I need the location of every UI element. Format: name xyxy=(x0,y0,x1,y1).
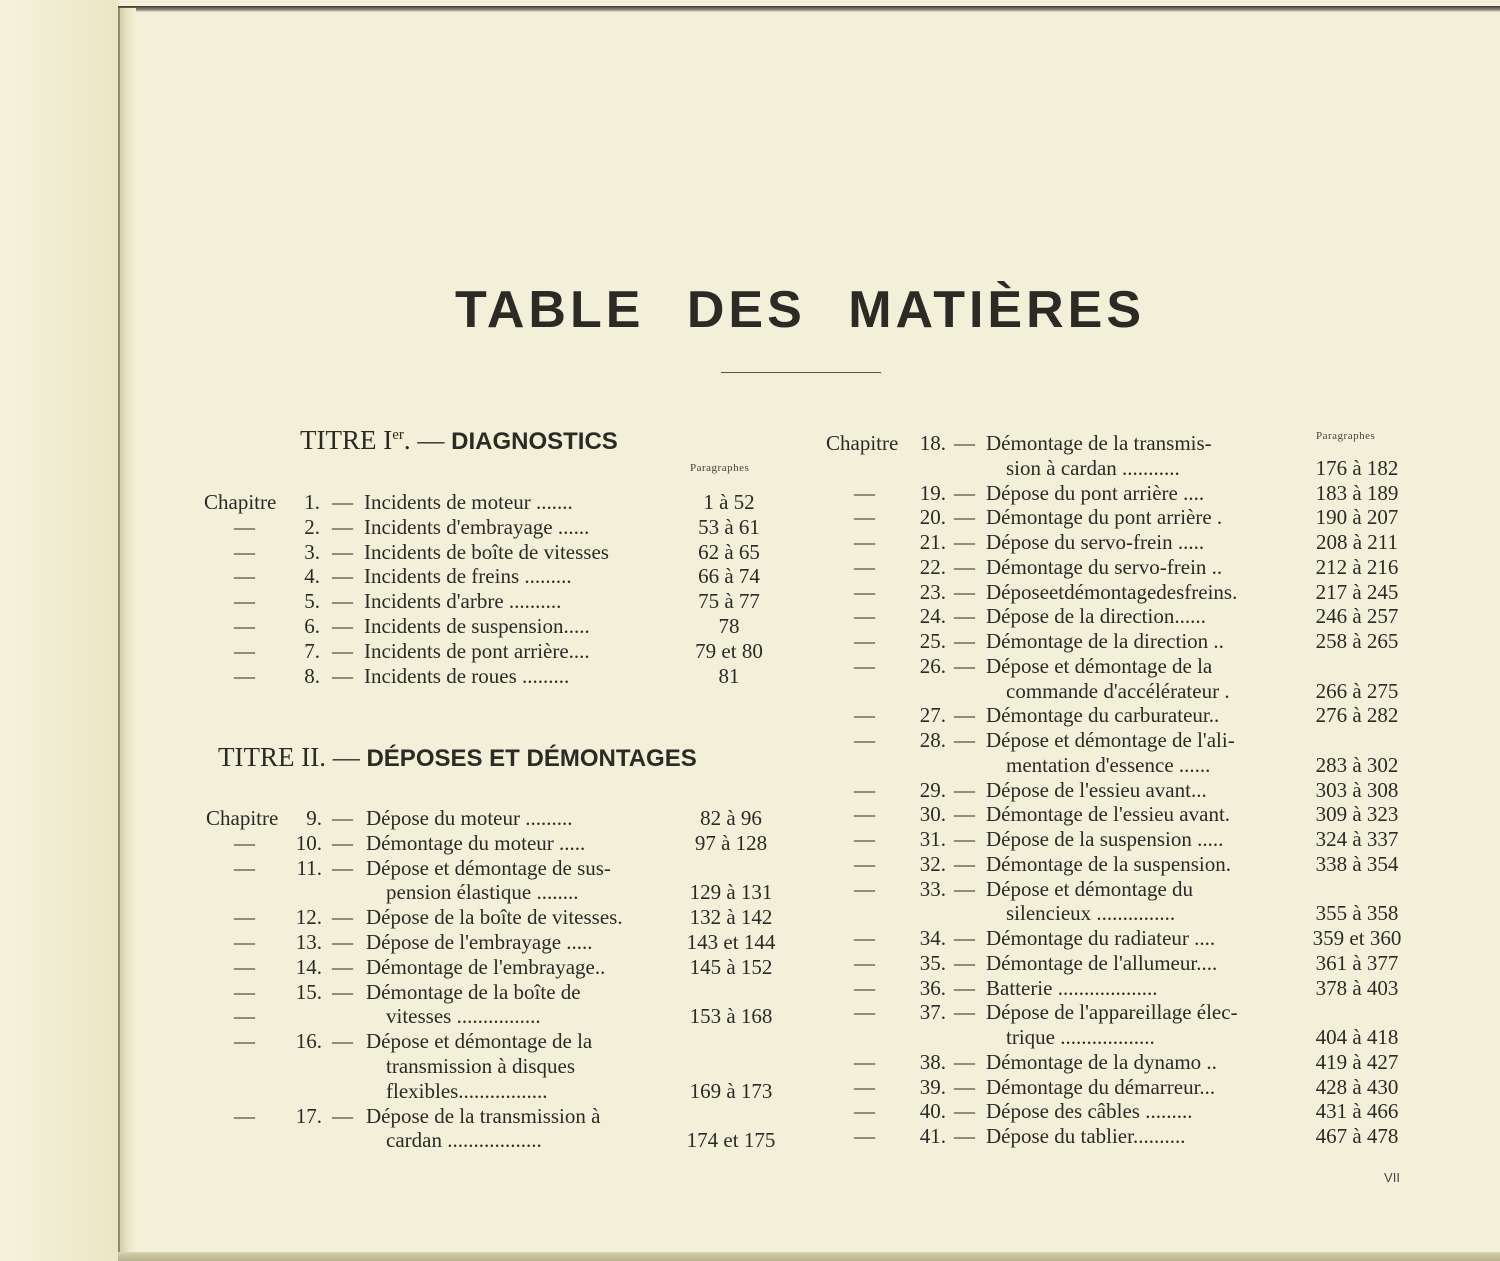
toc-entry xyxy=(204,564,794,589)
entry-title: Dépose de la transmission à xyxy=(366,1103,601,1128)
entry-paragraphs: 246 à 257 xyxy=(1315,604,1399,629)
toc-entry xyxy=(826,827,1446,852)
chapter-prefix: — xyxy=(854,950,875,975)
chapter-prefix: — xyxy=(234,830,255,855)
chapter-prefix: — xyxy=(234,614,255,638)
chapter-prefix: — xyxy=(854,851,875,876)
entry-title: Dépose et démontage du xyxy=(986,876,1194,901)
entry-dash: — xyxy=(332,954,353,979)
chapter-prefix: — xyxy=(234,1103,255,1128)
chapter-prefix: — xyxy=(854,1000,875,1025)
chapter-prefix: — xyxy=(854,876,875,901)
chapter-number: 34. xyxy=(919,926,946,950)
toc-entry xyxy=(204,614,794,639)
entry-dash: — xyxy=(954,926,975,950)
chapter-number: 25. xyxy=(919,629,946,653)
chapter-number: 5. xyxy=(304,589,320,614)
chapter-prefix: — xyxy=(854,1049,875,1074)
paragraphes-label-left: Paragraphes xyxy=(690,462,750,474)
entry-paragraphs: 359 et 360 xyxy=(1312,926,1402,950)
toc-entry xyxy=(826,926,1446,951)
entry-dash: — xyxy=(954,728,975,752)
entry-paragraphs: 66 à 74 xyxy=(698,564,760,589)
entry-title: Dépose et démontage de la xyxy=(986,653,1213,678)
entry-paragraphs: 62 à 65 xyxy=(698,539,760,564)
chapter-prefix: — xyxy=(234,855,255,880)
book-spine xyxy=(118,8,136,1256)
toc-entry xyxy=(206,1054,796,1079)
facing-page-edge xyxy=(0,0,118,1261)
toc-entry xyxy=(826,852,1446,877)
entry-title: Incidents de moteur ....... xyxy=(364,490,573,514)
chapter-number: 24. xyxy=(919,604,946,629)
entry-dash: — xyxy=(954,777,975,802)
entry-title: Batterie ................... xyxy=(986,975,1158,1000)
toc-entry xyxy=(826,1099,1446,1124)
toc-entry xyxy=(826,976,1446,1001)
chapter-prefix: — xyxy=(854,653,875,678)
entry-title: Incidents de freins ......... xyxy=(364,564,572,589)
entry-title: Démontage de l'essieu avant. xyxy=(986,802,1231,827)
toc-entry xyxy=(206,856,796,881)
toc-entry xyxy=(826,1025,1446,1050)
title-rule xyxy=(721,372,881,373)
entry-dash: — xyxy=(332,589,353,614)
chapter-prefix: — xyxy=(854,629,875,653)
entry-paragraphs: 169 à 173 xyxy=(689,1078,773,1103)
chapter-number: 29. xyxy=(919,777,946,802)
chapter-prefix: — xyxy=(854,1074,875,1099)
chapter-number: 4. xyxy=(304,564,320,589)
entry-paragraphs: 75 à 77 xyxy=(698,589,760,614)
page-title: TABLE DES MATIÈRES xyxy=(454,281,1146,339)
entry-dash: — xyxy=(332,490,353,514)
entry-paragraphs: 428 à 430 xyxy=(1315,1074,1399,1099)
toc-entry xyxy=(206,905,796,930)
entry-title: Démontage de l'embrayage.. xyxy=(366,954,606,979)
section-heading-titre-2 xyxy=(218,742,697,773)
chapter-number: 14. xyxy=(295,954,322,979)
section-heading-strong: DÉPOSES ET DÉMONTAGES xyxy=(366,745,697,772)
toc-entry xyxy=(826,604,1446,629)
entry-paragraphs: 338 à 354 xyxy=(1315,851,1399,876)
entry-dash: — xyxy=(332,1103,353,1128)
toc-entry xyxy=(206,1004,796,1029)
chapter-number: 15. xyxy=(295,979,322,1004)
entry-title: Dépose de la direction...... xyxy=(986,604,1206,629)
entry-title: Dépose de la suspension ..... xyxy=(986,827,1224,851)
entry-dash: — xyxy=(332,539,353,564)
toc-entry xyxy=(204,664,794,689)
toc-entry xyxy=(826,555,1446,580)
entry-dash: — xyxy=(954,975,975,1000)
entry-paragraphs: 190 à 207 xyxy=(1315,505,1399,530)
entry-title: Incidents d'arbre .......... xyxy=(364,589,562,614)
toc-entry xyxy=(204,515,794,540)
entry-dash: — xyxy=(954,1074,975,1099)
toc-entry xyxy=(206,1079,796,1104)
entry-dash: — xyxy=(954,802,975,827)
chapter-number: 33. xyxy=(919,876,946,901)
chapter-prefix: — xyxy=(234,979,255,1004)
entry-title: Démontage de la direction .. xyxy=(986,629,1224,653)
entry-dash: — xyxy=(954,1124,975,1148)
toc-entry xyxy=(206,880,796,905)
chapter-prefix: — xyxy=(854,975,875,1000)
entry-paragraphs: 276 à 282 xyxy=(1315,703,1399,728)
entry-paragraphs: 208 à 211 xyxy=(1315,530,1399,554)
entry-paragraphs: 153 à 168 xyxy=(689,1004,773,1029)
entry-paragraphs: 378 à 403 xyxy=(1315,975,1399,1000)
chapter-number: 38. xyxy=(919,1049,946,1074)
chapter-number: 21. xyxy=(919,530,946,554)
entry-title: Dépose de l'essieu avant... xyxy=(986,777,1207,802)
entry-paragraphs: 467 à 478 xyxy=(1315,1124,1399,1148)
entry-paragraphs: 361 à 377 xyxy=(1315,950,1399,975)
toc-entry xyxy=(826,1075,1446,1100)
toc-entry xyxy=(206,955,796,980)
entry-title: flexibles................. xyxy=(386,1078,548,1103)
toc-entry xyxy=(826,778,1446,803)
entry-paragraphs: 53 à 61 xyxy=(698,514,760,539)
entry-dash: — xyxy=(954,1049,975,1074)
section-heading-lead: TITRE II. — xyxy=(218,742,367,772)
chapter-number: 20. xyxy=(919,505,946,530)
chapter-number: 22. xyxy=(919,554,946,579)
toc-entry xyxy=(206,1029,796,1054)
entry-title: Incidents de pont arrière.... xyxy=(364,638,590,663)
entry-title: Dépose du servo-frein ..... xyxy=(986,530,1205,554)
toc-entry xyxy=(826,481,1446,506)
chapter-prefix: — xyxy=(854,802,875,827)
entry-paragraphs: 303 à 308 xyxy=(1315,777,1399,802)
toc-entry xyxy=(204,639,794,664)
toc-entry xyxy=(206,930,796,955)
entry-title: mentation d'essence ...... xyxy=(1006,752,1211,777)
entry-paragraphs: 1 à 52 xyxy=(703,490,755,514)
chapter-number: 39. xyxy=(919,1074,946,1099)
chapter-prefix: — xyxy=(854,579,875,604)
paragraphes-label-right: Paragraphes xyxy=(1316,430,1376,442)
toc-entry xyxy=(826,505,1446,530)
toc-entry xyxy=(826,802,1446,827)
chapter-number: 40. xyxy=(919,1099,946,1124)
entry-dash: — xyxy=(954,505,975,530)
entry-dash: — xyxy=(954,480,975,505)
entry-paragraphs: 324 à 337 xyxy=(1315,827,1399,851)
chapter-prefix: — xyxy=(234,954,255,979)
chapter-number: 28. xyxy=(919,728,946,752)
toc-entry xyxy=(206,1104,796,1129)
entry-title: Démontage de l'allumeur.... xyxy=(986,950,1218,975)
chapter-number: 19. xyxy=(919,480,946,505)
bottom-page-edge xyxy=(118,1252,1500,1261)
chapter-prefix: — xyxy=(854,728,875,752)
toc-entry xyxy=(826,629,1446,654)
entry-dash: — xyxy=(954,1000,975,1025)
entry-title: Dépose du tablier.......... xyxy=(986,1124,1186,1148)
entry-title: Dépose et démontage de sus- xyxy=(366,855,611,880)
entry-dash: — xyxy=(332,638,353,663)
entry-dash: — xyxy=(954,604,975,629)
entry-title: Démontage du carburateur.. xyxy=(986,703,1220,728)
entry-dash: — xyxy=(954,950,975,975)
chapter-number: 26. xyxy=(919,653,946,678)
chapter-number: 18. xyxy=(919,431,946,455)
toc-entry xyxy=(206,980,796,1005)
entry-title: Dépose de l'appareillage élec- xyxy=(986,1000,1238,1025)
chapter-number: 32. xyxy=(919,851,946,876)
chapter-prefix: — xyxy=(234,589,255,614)
entry-dash: — xyxy=(954,1099,975,1124)
entry-dash: — xyxy=(332,806,353,830)
entry-title: Dépose et démontage de la xyxy=(366,1029,593,1054)
page-number: VII xyxy=(1384,1170,1400,1185)
chapter-prefix: — xyxy=(854,777,875,802)
entry-paragraphs: 82 à 96 xyxy=(700,806,762,830)
toc-entry xyxy=(826,877,1446,902)
chapter-prefix: — xyxy=(234,539,255,564)
entry-title: vitesses ................ xyxy=(386,1004,541,1029)
entry-paragraphs: 129 à 131 xyxy=(689,880,773,905)
entry-paragraphs: 431 à 466 xyxy=(1315,1099,1399,1124)
entry-title: Incidents de suspension..... xyxy=(364,614,590,638)
chapter-number: 16. xyxy=(295,1029,322,1054)
entry-dash: — xyxy=(332,614,353,638)
entry-paragraphs: 143 et 144 xyxy=(686,930,776,954)
toc-entry xyxy=(826,703,1446,728)
toc-entry xyxy=(826,1000,1446,1025)
chapter-prefix: — xyxy=(234,663,255,688)
toc-entry xyxy=(826,951,1446,976)
entry-title: Incidents d'embrayage ...... xyxy=(364,514,590,539)
entry-paragraphs: 212 à 216 xyxy=(1315,554,1399,579)
entry-paragraphs: 217 à 245 xyxy=(1315,579,1399,604)
toc-entry xyxy=(826,679,1446,704)
entry-title: Démontage du pont arrière . xyxy=(986,505,1223,530)
entry-paragraphs: 309 à 323 xyxy=(1315,802,1399,827)
entry-dash: — xyxy=(954,629,975,653)
chapter-prefix: — xyxy=(234,564,255,589)
entry-title: transmission à disques xyxy=(386,1054,575,1078)
section-heading-sup: er xyxy=(392,427,404,443)
entry-dash: — xyxy=(954,851,975,876)
entry-paragraphs: 283 à 302 xyxy=(1315,752,1399,777)
entry-dash: — xyxy=(954,653,975,678)
chapter-number: 10. xyxy=(295,830,322,855)
section-heading-lead: TITRE I xyxy=(300,425,393,455)
entry-paragraphs: 81 xyxy=(718,663,740,688)
chapter-number: 13. xyxy=(295,930,322,954)
chapter-prefix: — xyxy=(234,930,255,954)
toc-entry xyxy=(206,1128,796,1153)
entry-title: trique .................. xyxy=(1006,1025,1155,1049)
toc-entry xyxy=(204,540,794,565)
entry-title: silencieux ............... xyxy=(1006,901,1176,926)
entry-paragraphs: 176 à 182 xyxy=(1315,455,1399,480)
entry-title: Dépose de la boîte de vitesses. xyxy=(366,905,623,930)
entry-title: Démontage du servo-frein .. xyxy=(986,554,1223,579)
chapter-number: 23. xyxy=(919,579,946,604)
toc-entry xyxy=(826,431,1446,456)
chapter-prefix: Chapitre xyxy=(204,490,277,514)
entry-dash: — xyxy=(332,1029,353,1054)
entry-title: Dépose et démontage de l'ali- xyxy=(986,728,1235,752)
entry-title: Dépose du pont arrière .... xyxy=(986,480,1205,505)
toc-entry xyxy=(826,1050,1446,1075)
entry-dash: — xyxy=(954,876,975,901)
chapter-prefix: — xyxy=(854,926,875,950)
entry-dash: — xyxy=(332,564,353,589)
chapter-prefix: — xyxy=(854,480,875,505)
chapter-prefix: Chapitre xyxy=(826,431,899,455)
toc-entry xyxy=(206,831,796,856)
entry-paragraphs: 419 à 427 xyxy=(1315,1049,1399,1074)
chapter-prefix: — xyxy=(854,1124,875,1148)
chapter-prefix: — xyxy=(854,505,875,530)
entry-paragraphs: 79 et 80 xyxy=(695,638,763,663)
chapter-number: 36. xyxy=(919,975,946,1000)
chapter-number: 2. xyxy=(304,514,320,539)
chapter-prefix: — xyxy=(854,1099,875,1124)
chapter-number: 9. xyxy=(306,806,322,830)
chapter-number: 11. xyxy=(296,855,322,880)
entry-title: Démontage de la suspension. xyxy=(986,851,1231,876)
entry-title: sion à cardan ........... xyxy=(1006,455,1180,480)
chapter-prefix: Chapitre xyxy=(206,806,279,830)
entry-paragraphs: 145 à 152 xyxy=(689,954,773,979)
entry-paragraphs: 174 et 175 xyxy=(686,1128,776,1153)
toc-entry xyxy=(826,456,1446,481)
chapter-number: 41. xyxy=(919,1124,946,1148)
chapter-prefix: — xyxy=(854,554,875,579)
chapter-number: 12. xyxy=(295,905,322,930)
entry-title: Déposeetdémontagedesfreins. xyxy=(986,579,1238,604)
chapter-prefix: — xyxy=(234,514,255,539)
chapter-prefix: — xyxy=(234,905,255,930)
toc-entry xyxy=(826,580,1446,605)
entry-paragraphs: 78 xyxy=(718,614,740,638)
chapter-number: 17. xyxy=(295,1103,322,1128)
entry-paragraphs: 132 à 142 xyxy=(689,905,773,930)
chapter-number: 8. xyxy=(304,663,320,688)
entry-dash: — xyxy=(332,905,353,930)
chapter-prefix: — xyxy=(854,703,875,728)
entry-paragraphs: 183 à 189 xyxy=(1315,480,1399,505)
toc-entry xyxy=(204,490,794,515)
entry-dash: — xyxy=(954,554,975,579)
entry-dash: — xyxy=(954,579,975,604)
toc-entry xyxy=(204,589,794,614)
chapter-number: 3. xyxy=(304,539,320,564)
entry-dash: — xyxy=(332,663,353,688)
chapter-prefix: — xyxy=(854,827,875,851)
entry-paragraphs: 97 à 128 xyxy=(694,830,768,855)
chapter-number: 37. xyxy=(919,1000,946,1025)
toc-entry xyxy=(826,728,1446,753)
entry-title: Dépose des câbles ......... xyxy=(986,1099,1193,1124)
section-heading-dash: . — xyxy=(403,425,452,455)
chapter-number: 30. xyxy=(919,802,946,827)
chapter-prefix: — xyxy=(234,1029,255,1054)
entry-dash: — xyxy=(332,830,353,855)
entry-dash: — xyxy=(954,431,975,455)
chapter-prefix: — xyxy=(234,638,255,663)
entry-paragraphs: 258 à 265 xyxy=(1315,629,1399,653)
entry-title: Dépose du moteur ......... xyxy=(366,806,573,830)
entry-title: Incidents de roues ......... xyxy=(364,663,570,688)
entry-title: Démontage de la dynamo .. xyxy=(986,1049,1217,1074)
top-page-edge xyxy=(118,6,1500,12)
toc-entry xyxy=(826,901,1446,926)
entry-title: Démontage de la boîte de xyxy=(366,979,581,1004)
entry-title: Démontage du moteur ..... xyxy=(366,830,586,855)
toc-entry xyxy=(826,654,1446,679)
entry-paragraphs: 355 à 358 xyxy=(1315,901,1399,926)
entry-title: commande d'accélérateur . xyxy=(1006,678,1230,703)
toc-entry xyxy=(206,806,796,831)
section-heading-titre-1 xyxy=(300,425,618,456)
entry-title: Incidents de boîte de vitesses xyxy=(364,539,609,564)
entry-dash: — xyxy=(332,855,353,880)
toc-entry xyxy=(826,1124,1446,1149)
entry-title: cardan .................. xyxy=(386,1128,542,1153)
entry-paragraphs: 404 à 418 xyxy=(1315,1025,1399,1049)
chapter-number: 6. xyxy=(304,614,320,638)
entry-dash: — xyxy=(954,827,975,851)
toc-entry xyxy=(826,530,1446,555)
entry-title: pension élastique ........ xyxy=(386,880,579,905)
chapter-prefix: — xyxy=(854,530,875,554)
toc-entry xyxy=(826,753,1446,778)
section-heading-strong: DIAGNOSTICS xyxy=(451,428,618,455)
entry-title: Dépose de l'embrayage ..... xyxy=(366,930,593,954)
entry-dash: — xyxy=(332,930,353,954)
chapter-number: 31. xyxy=(919,827,946,851)
entry-dash: — xyxy=(954,530,975,554)
chapter-number: 1. xyxy=(304,490,320,514)
chapter-number: 35. xyxy=(919,950,946,975)
chapter-prefix: — xyxy=(234,1004,255,1029)
entry-dash: — xyxy=(332,514,353,539)
entry-title: Démontage du démarreur... xyxy=(986,1074,1216,1099)
chapter-number: 7. xyxy=(304,638,320,663)
entry-paragraphs: 266 à 275 xyxy=(1315,678,1399,703)
chapter-prefix: — xyxy=(854,604,875,629)
entry-title: Démontage de la transmis- xyxy=(986,431,1212,455)
entry-dash: — xyxy=(954,703,975,728)
entry-title: Démontage du radiateur .... xyxy=(986,926,1216,950)
entry-dash: — xyxy=(332,979,353,1004)
chapter-number: 27. xyxy=(919,703,946,728)
